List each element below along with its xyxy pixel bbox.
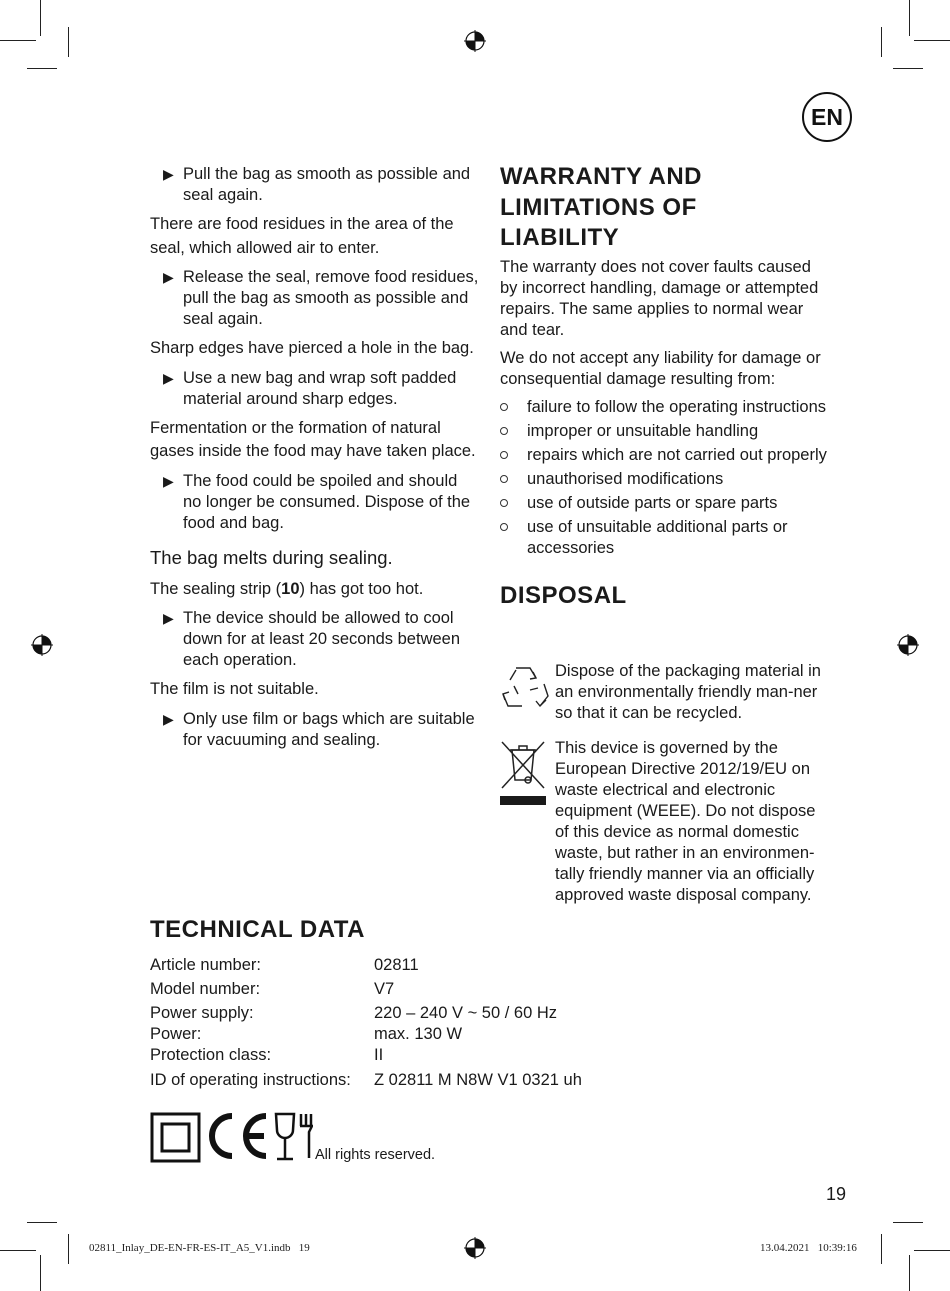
cause-text: Fermentation or the formation of natural gases inside the food may have taken place. — [150, 418, 476, 460]
instruction-item — [150, 471, 480, 534]
crop-mark — [909, 0, 910, 36]
tech-value: 220 – 240 V ~ 50 / 60 Hz — [374, 1004, 558, 1022]
language-badge: EN — [802, 92, 852, 142]
crop-mark — [893, 1222, 923, 1223]
registration-mark-icon — [897, 634, 919, 656]
list-item — [500, 421, 830, 442]
tech-label: Model number: — [150, 980, 261, 998]
tech-label: ID of operating instructions: — [150, 1071, 351, 1089]
footer-timestamp: 13.04.2021 10:39:16 — [760, 1242, 857, 1254]
instruction-text: The food could be spoiled and should no longer be consumed. Dispose of the food and bag. — [183, 471, 471, 532]
tech-label: Protection class: — [150, 1046, 272, 1064]
disposal-heading: DISPOSAL — [500, 581, 627, 609]
instruction-text: Pull the bag as smooth as possible and seal again. — [183, 165, 471, 204]
weee-bin-icon — [500, 740, 546, 806]
footer-file-info: 02811_Inlay_DE-EN-FR-ES-IT_A5_V1.indb 19 — [89, 1242, 310, 1254]
bullet-circle-icon — [500, 427, 508, 435]
cause-text: There are food residues in the area of the seal, which allowed air to enter. — [150, 215, 454, 257]
crop-mark — [40, 0, 41, 36]
instruction-text: Release the seal, remove food residues, pull the bag as smooth as possible and seal again. — [183, 268, 479, 328]
warranty-heading: WARRANTY AND LIMITATIONS OF LIABILITY — [500, 163, 702, 251]
part-number: 10 — [281, 579, 300, 598]
instruction-item — [150, 267, 480, 330]
problem-heading: The bag melts during sealing. — [150, 546, 393, 568]
instruction-text: The device should be allowed to cool down for at least 20 seconds between each operation. — [183, 609, 461, 669]
registration-mark-icon — [464, 1237, 486, 1259]
rights-text: All rights reserved. — [315, 1147, 436, 1163]
crop-mark — [893, 68, 923, 69]
technical-data-heading: TECHNICAL DATA — [150, 916, 365, 943]
instruction-text: Use a new bag and wrap soft padded material around sharp edges. — [183, 368, 457, 408]
instruction-text: Only use film or bags which are suitable for vacuuming and sealing. — [183, 709, 475, 749]
list-item — [500, 469, 830, 490]
tech-value: Z 02811 M N8W V1 0321 uh — [374, 1071, 582, 1089]
instruction-item — [150, 709, 480, 751]
bullet-circle-icon — [500, 523, 508, 531]
tech-value: II — [374, 1046, 384, 1064]
list-item — [500, 445, 830, 466]
crop-mark — [40, 1255, 41, 1291]
page-number: 19 — [826, 1184, 847, 1204]
liability-paragraph: We do not accept any liability for damage or consequential damage resulting from: — [500, 348, 821, 388]
recycling-icon — [500, 662, 550, 710]
recycling-text: Dispose of the packaging material in an environmentally friendly man-ner so that it can be recycled. — [555, 662, 821, 722]
instruction-item — [150, 608, 480, 671]
crop-mark — [0, 1250, 36, 1251]
arrow-icon: ▶ — [163, 610, 174, 626]
tech-label: Power: — [150, 1025, 202, 1043]
list-item-text: unauthorised modifications — [527, 469, 724, 488]
crop-mark — [27, 68, 57, 69]
instruction-item — [150, 164, 480, 206]
crop-mark — [881, 27, 882, 57]
arrow-icon: ▶ — [163, 472, 174, 489]
crop-mark — [914, 40, 950, 41]
bullet-circle-icon — [500, 403, 508, 411]
troubleshooting-column — [150, 164, 480, 758]
cause-text — [150, 578, 480, 602]
tech-value: 02811 — [374, 956, 419, 974]
list-item-text: use of unsuitable additional parts or accessories — [527, 517, 788, 557]
ce-mark-icon — [204, 1110, 270, 1162]
bullet-circle-icon — [500, 475, 508, 483]
list-item-text: repairs which are not carried out properly — [527, 445, 827, 464]
list-item — [500, 517, 830, 559]
arrow-icon: ▶ — [163, 710, 174, 727]
cause-text-start: The sealing strip ( — [150, 579, 282, 598]
list-item — [500, 397, 830, 418]
protection-class-ii-icon — [150, 1112, 202, 1164]
registration-mark-icon — [464, 30, 486, 52]
list-item-text: use of outside parts or spare parts — [527, 493, 778, 512]
tech-value: V7 — [374, 980, 395, 998]
list-item-text: improper or unsuitable handling — [527, 421, 759, 440]
bullet-circle-icon — [500, 451, 508, 459]
food-safe-icon — [273, 1112, 313, 1162]
warranty-paragraph: The warranty does not cover faults caused by incorrect handling, damage or attempted repairs. The same applies to normal wear and tear. — [500, 257, 819, 339]
tech-label: Article number: — [150, 956, 261, 974]
crop-mark — [68, 1234, 69, 1264]
arrow-icon: ▶ — [163, 269, 174, 285]
bullet-circle-icon — [500, 499, 508, 507]
cause-text-end: ) has got too hot. — [299, 579, 424, 598]
list-item — [500, 493, 830, 514]
crop-mark — [0, 40, 36, 41]
crop-mark — [27, 1222, 57, 1223]
crop-mark — [914, 1250, 950, 1251]
arrow-icon: ▶ — [163, 369, 174, 386]
tech-value: max. 130 W — [374, 1025, 463, 1043]
crop-mark — [68, 27, 69, 57]
arrow-icon: ▶ — [163, 166, 174, 182]
weee-text: This device is governed by the European Directive 2012/19/EU on waste electrical and electronic equipment (WEEE). Do not dispose of this device as normal domestic waste, but rather in an environmen-tally friendly manner via an officially approved waste disposal company. — [555, 739, 816, 904]
crop-mark — [881, 1234, 882, 1264]
instruction-item — [150, 368, 480, 410]
cause-text: The film is not suitable. — [150, 680, 319, 698]
tech-label: Power supply: — [150, 1004, 254, 1022]
registration-mark-icon — [31, 634, 53, 656]
crop-mark — [909, 1255, 910, 1291]
list-item-text: failure to follow the operating instructions — [527, 397, 826, 416]
cause-text: Sharp edges have pierced a hole in the bag. — [150, 339, 474, 357]
warranty-column — [500, 162, 830, 611]
